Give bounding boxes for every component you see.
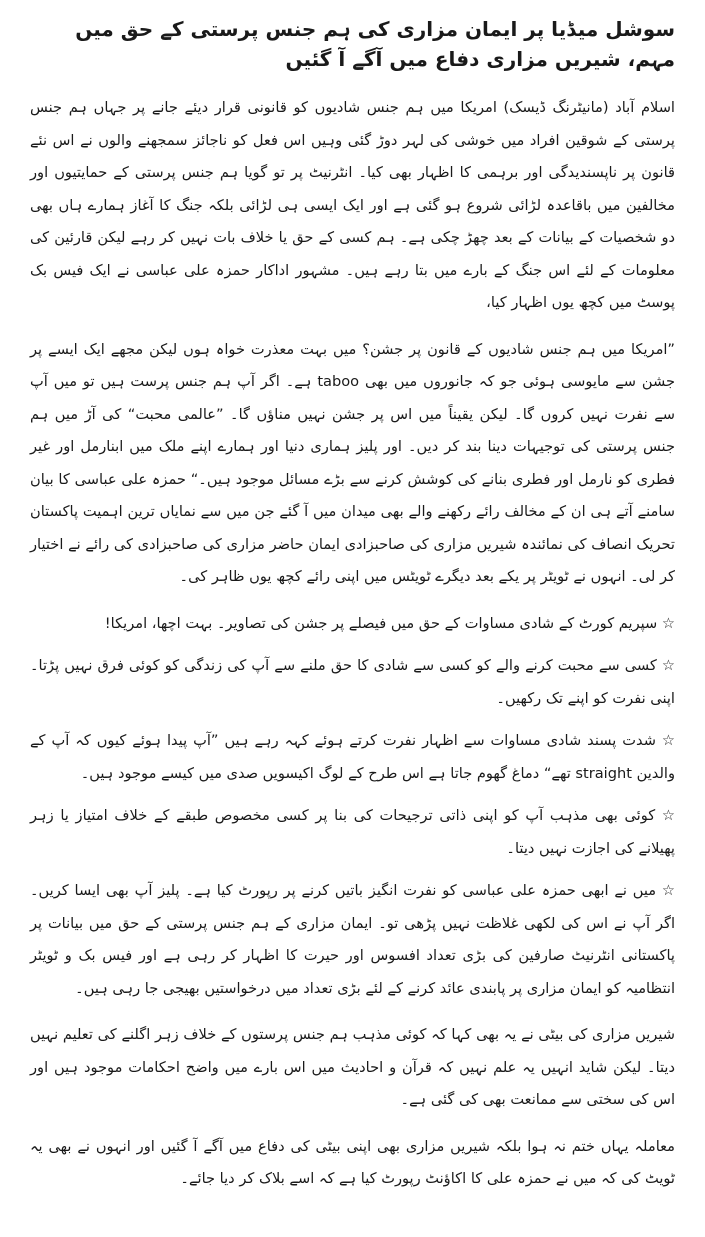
tweet-item: ☆ کسی سے محبت کرنے والے کو کسی سے شادی کا حق ملنے سے آپ کی زندگی کو کوئی فرق نہیں پڑتا۔ اپنی نفرت کو اپنے تک رکھیں۔ [30,657,675,707]
paragraph-hamza-quote: ”امریکا میں ہم جنس شادیوں کے قانون پر جشن؟ میں بہت معذرت خواہ ہوں لیکن مجھے ایک ایسے پر جشن سے مایوسی ہوئی جو کہ جانوروں میں بھی taboo ہے۔ اگر آپ ہم جنس پرست ہیں تو میں آپ سے نفرت نہیں کروں گا۔ لیکن یقیناً میں اس پر جشن نہیں مناؤں گا۔ ”عالمی محبت“ کی آڑ میں ہم جنس پرستی کی توجیہات دینا بند کر دیں۔ اور پلیز ہماری دنیا اور ہمارے اپنے ملک میں ابنارمل اور غیر فطری کو نارمل اور فطری بنانے کی کوشش کرنے سے بڑے مسائل موجود ہیں۔“ حمزہ علی عباسی کا بیان سامنے آتے ہی ان کے مخالف رائے رکھنے والے بھی میدان میں آ گئے جن میں سے نمایاں ترین اہمیت پاکستان تحریک انصاف کی نمائندہ شیریں مزاری کی صاحبزادی ایمان حاضر مزاری کی صاحبزادی کی رائے نے اختیار کر لی۔ انہوں نے ٹویٹر پر یکے بعد دیگرے ٹویٹس میں اپنی رائے کچھ یوں ظاہر کی۔ [30,340,675,585]
tweet-item: ☆ کوئی بھی مذہب آپ کو اپنی ذاتی ترجیحات کی بنا پر کسی مخصوص طبقے کے خلاف امتیاز یا زہر پھیلانے کی اجازت نہیں دیتا۔ [30,807,675,857]
paragraph-reaction: شیریں مزاری کی بیٹی نے یہ بھی کہا کہ کوئی مذہب ہم جنس پرستوں کے خلاف زہر اگلنے کی تعلیم نہیں دیتا۔ لیکن شاید انہیں یہ علم نہیں کہ قرآن و احادیث میں اس بارے میں واضح احکامات موجود ہیں اور اس کی سختی سے ممانعت بھی کی گئی ہے۔ [30,1026,675,1108]
tweet-item: ☆ شدت پسند شادی مساوات سے اظہار نفرت کرتے ہوئے کہہ رہے ہیں ”آپ پیدا ہوئے کیوں کہ آپ کے والدین straight تھے“ دماغ گھوم جاتا ہے اس طرح کے لوگ اکیسویں صدی میں کیسے موجود ہیں۔ [30,732,675,782]
tweet-item: ☆ میں نے ابھی حمزہ علی عباسی کو نفرت انگیز باتیں کرنے پر رپورٹ کیا ہے۔ پلیز آپ بھی ایسا کریں۔ اگر آپ نے اس کی لکھی غلاظت نہیں پڑھی تو۔ ایمان مزاری کے ہم جنس پرستی کے حق میں بیانات پر پاکستانی انٹرنیٹ صارفین کی بڑی تعداد افسوس اور حیرت کا اظہار کر رہی ہے اور فیس بک و ٹویٹر انتظامیہ کو ایمان مزاری پر پابندی عائد کرنے کے لئے بڑی تعداد میں درخواستیں بھیجی جا رہی ہیں۔ [30,882,675,997]
tweet-item: ☆ سپریم کورٹ کے شادی مساوات کے حق میں فیصلے پر جشن کی تصاویر۔ بہت اچھا، امریکا! [104,614,675,632]
paragraph-conclusion: معاملہ یہاں ختم نہ ہوا بلکہ شیریں مزاری بھی اپنی بیٹی کی دفاع میں آگے آ گئیں اور انہوں نے بھی یہ ٹویٹ کی کہ میں نے حمزہ علی کا اکاؤنٹ رپورٹ کیا ہے کہ اسے بلاک کر دیا جائے۔ [30,1137,675,1187]
article-headline: سوشل میڈیا پر ایمان مزاری کی ہم جنس پرستی کے حق میں مہم، شیریں مزاری دفاع میں آگے آ گئیں [75,17,675,71]
paragraph-intro: اسلام آباد (مانیٹرنگ ڈیسک) امریکا میں ہم جنس شادیوں کو قانونی قرار دیئے جانے پر جہاں ہم جنس پرستی کے شوقین افراد میں خوشی کی لہر دوڑ گئی وہیں اس فعل کو ناجائز سمجھنے والوں نے اس نئے قانون پر ناپسندیدگی اور برہمی کا اظہار بھی کیا۔ انٹرنیٹ پر تو گویا ہم جنس پرستی کے حمایتیوں اور مخالفین میں باقاعدہ لڑائی شروع ہو گئی ہے اور ایک ایسی ہی لڑائی بلکہ جنگ کا آغاز ہمارے ہاں بھی دو شخصیات کے بیانات کے بعد چھڑ چکی ہے۔ ہم کسی کے حق یا خلاف بات نہیں کر رہے لیکن قارئین کی معلومات کے لئے اس جنگ کے بارے میں بتا رہے ہیں۔ مشہور اداکار حمزہ علی عباسی نے ایک فیس بک پوسٹ میں کچھ یوں اظہار کیا، [30,99,675,311]
